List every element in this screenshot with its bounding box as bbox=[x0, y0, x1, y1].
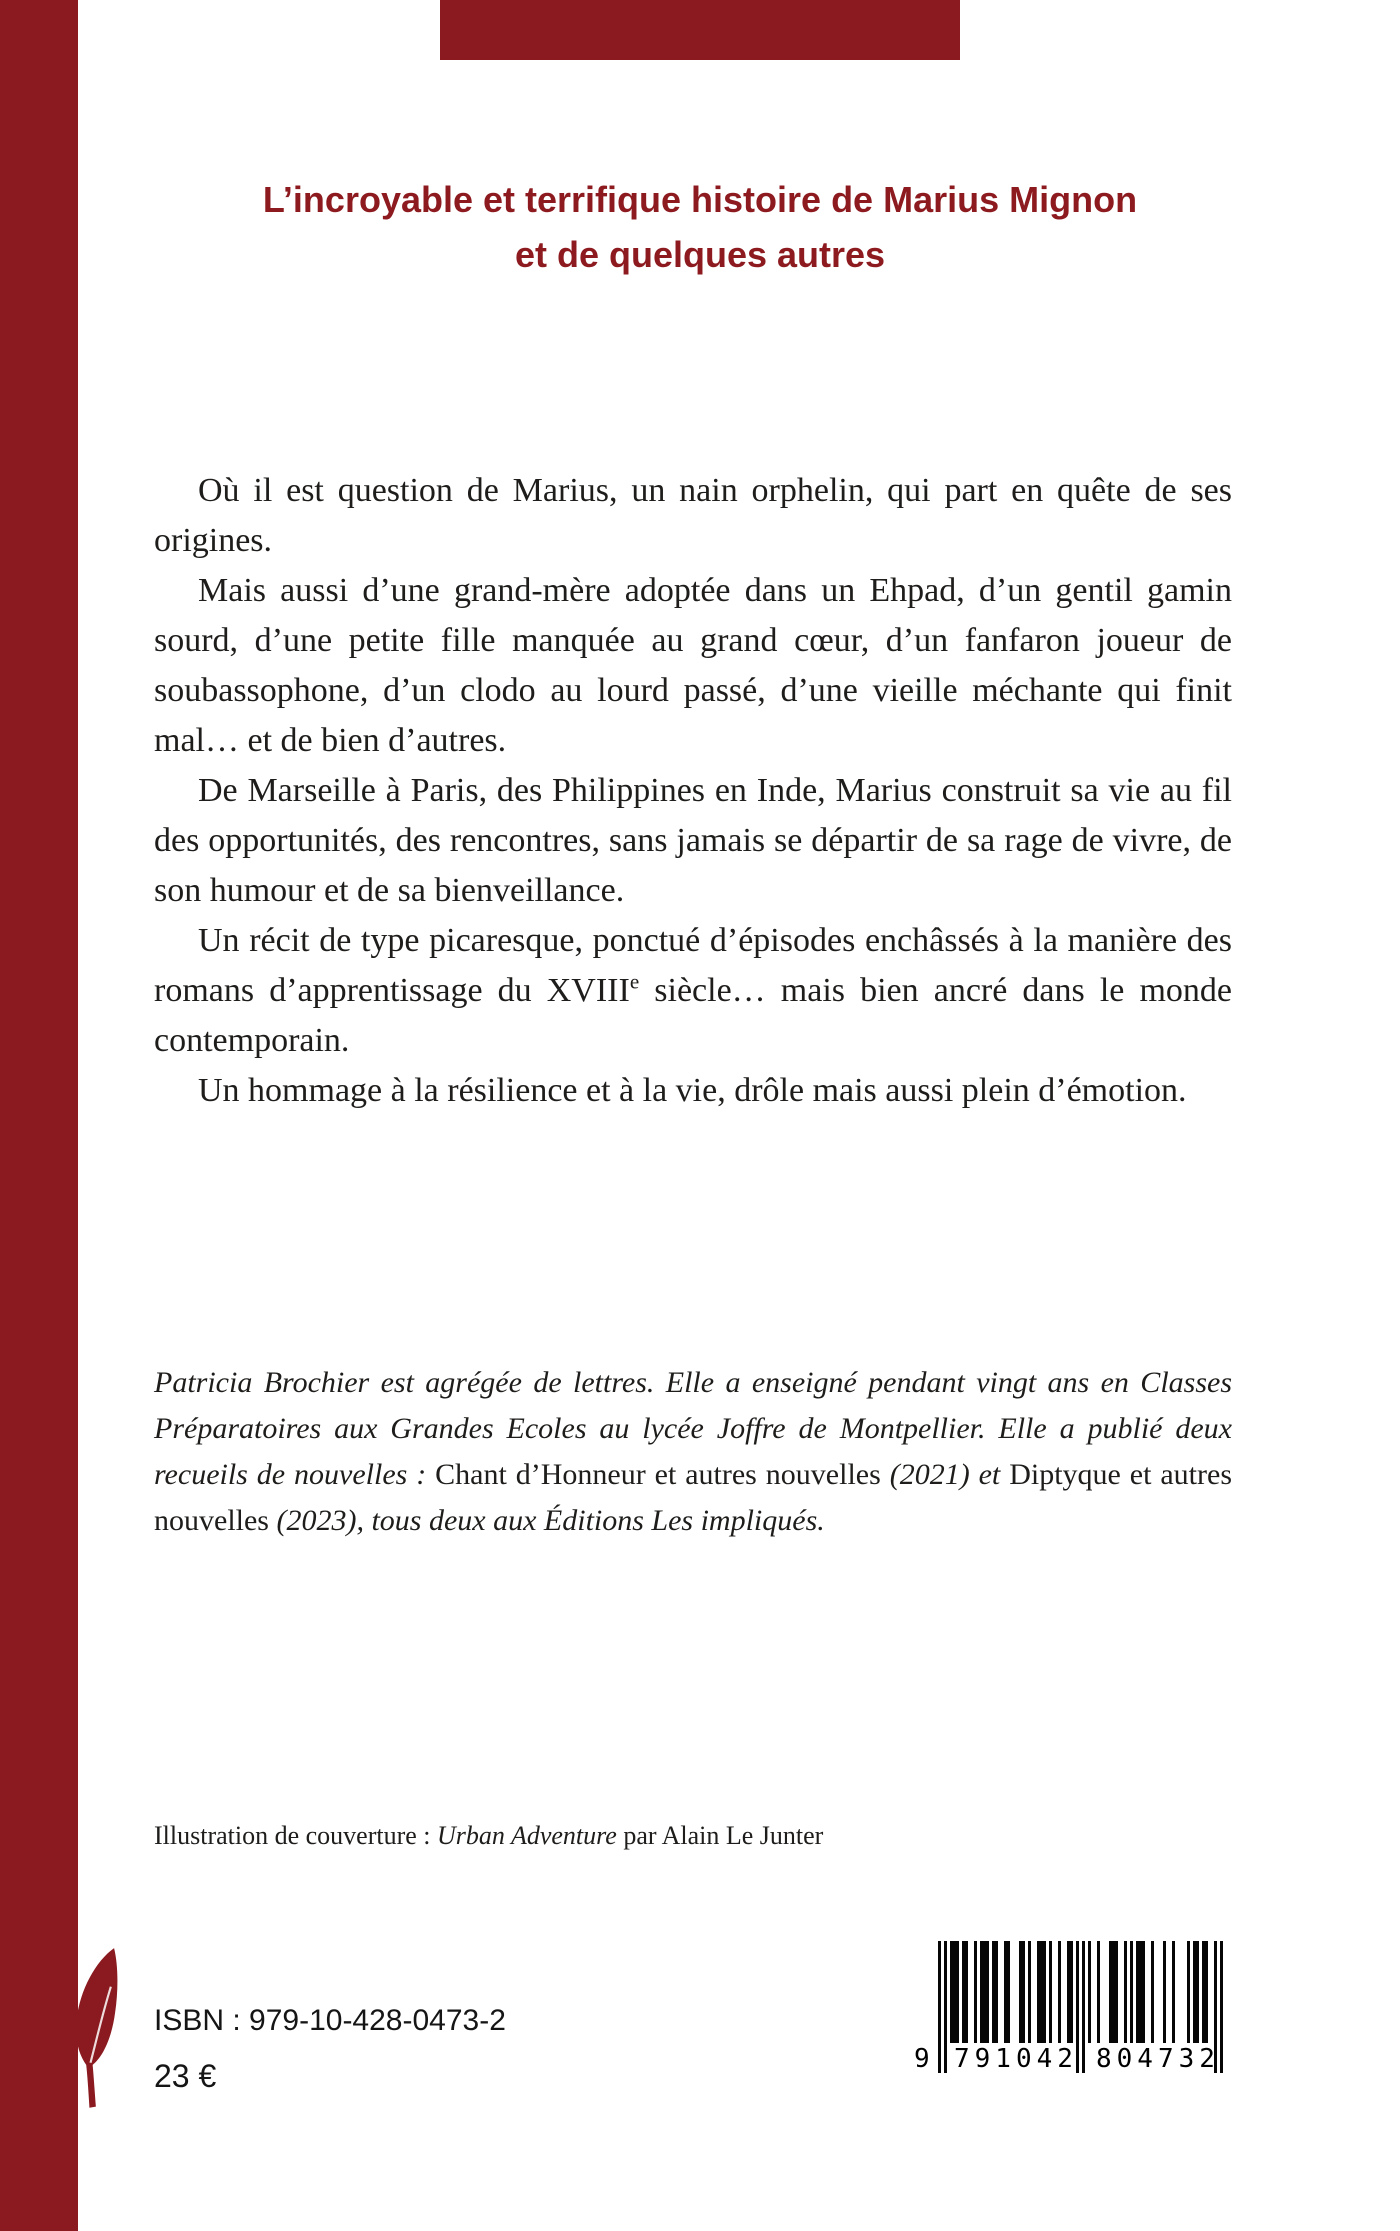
barcode-digit-left: 9 bbox=[914, 2044, 930, 2074]
barcode bbox=[916, 1941, 1228, 2081]
synopsis-paragraph: Mais aussi d’une grand-mère adoptée dans un Ehpad, d’un gentil gamin sourd, d’une petite fille manquée au grand cœur, d’un fanfaron joueur de soubassophone, d’un clodo au lourd passé, d’une vieille méchante qui finit mal… et de bien d’autres. bbox=[154, 572, 1232, 759]
bio-text: Patricia Brochier est agrégée de lettres. Elle a enseigné pendant vingt ans en Classes Préparatoires aux Grandes Ecoles au lycée Joffre de Montpellier. Elle a publié deux recueils de nouvelles : bbox=[154, 1366, 1232, 1491]
credit-text: par Alain Le Junter bbox=[616, 1821, 824, 1850]
synopsis-p4-text: Un récit de type picaresque, ponctué d’épisodes enchâssés à la manière des romans d’apprentissage du XVIII bbox=[154, 922, 1232, 1009]
top-band bbox=[440, 0, 960, 60]
bio-book-title: Chant d’Honneur et autres nouvelles bbox=[435, 1458, 890, 1491]
book-title-line1: L’incroyable et terrifique histoire de Marius Mignon bbox=[262, 179, 1138, 220]
superscript-e: e bbox=[629, 969, 640, 994]
synopsis bbox=[154, 466, 1232, 1116]
bio-book-title: Diptyque et autres nouvelles bbox=[154, 1458, 1232, 1537]
synopsis-paragraph: De Marseille à Paris, des Philippines en Inde, Marius construit sa vie au fil des opportunités, des rencontres, sans jamais se départir de sa rage de vivre, de son humour et de sa bienveillance. bbox=[154, 772, 1232, 909]
barcode-module bbox=[1220, 1941, 1223, 2073]
synopsis-paragraph: Un hommage à la résilience et à la vie, drôle mais aussi plein d’émotion. bbox=[198, 1072, 1187, 1109]
credit-artwork-title: Urban Adventure bbox=[437, 1821, 617, 1850]
author-bio bbox=[154, 1360, 1232, 1544]
synopsis-paragraph: Où il est question de Marius, un nain orphelin, qui part en quête de ses origines. bbox=[154, 472, 1232, 559]
feather-quill-icon bbox=[68, 1946, 128, 2112]
credit-text: Illustration de couverture : bbox=[154, 1821, 438, 1850]
book-title bbox=[0, 172, 1400, 282]
cover-illustration-credit bbox=[154, 1821, 1232, 1851]
price-text: 23 € bbox=[154, 2058, 217, 2094]
synopsis-p4-text: siècle… mais bien ancré dans le monde contemporain. bbox=[154, 972, 1233, 1059]
barcode-digits-group2: 804732 bbox=[1096, 2044, 1220, 2074]
bio-text: (2021) et bbox=[889, 1458, 1010, 1491]
book-title-line2: et de quelques autres bbox=[514, 234, 886, 275]
isbn-text: ISBN : 979-10-428-0473-2 bbox=[154, 2004, 506, 2037]
bio-text: (2023), tous deux aux Éditions Les impliqués. bbox=[276, 1504, 825, 1537]
synopsis-paragraph bbox=[154, 916, 1232, 1066]
barcode-digits-group1: 791042 bbox=[954, 2044, 1078, 2074]
spine-band bbox=[0, 0, 78, 2231]
